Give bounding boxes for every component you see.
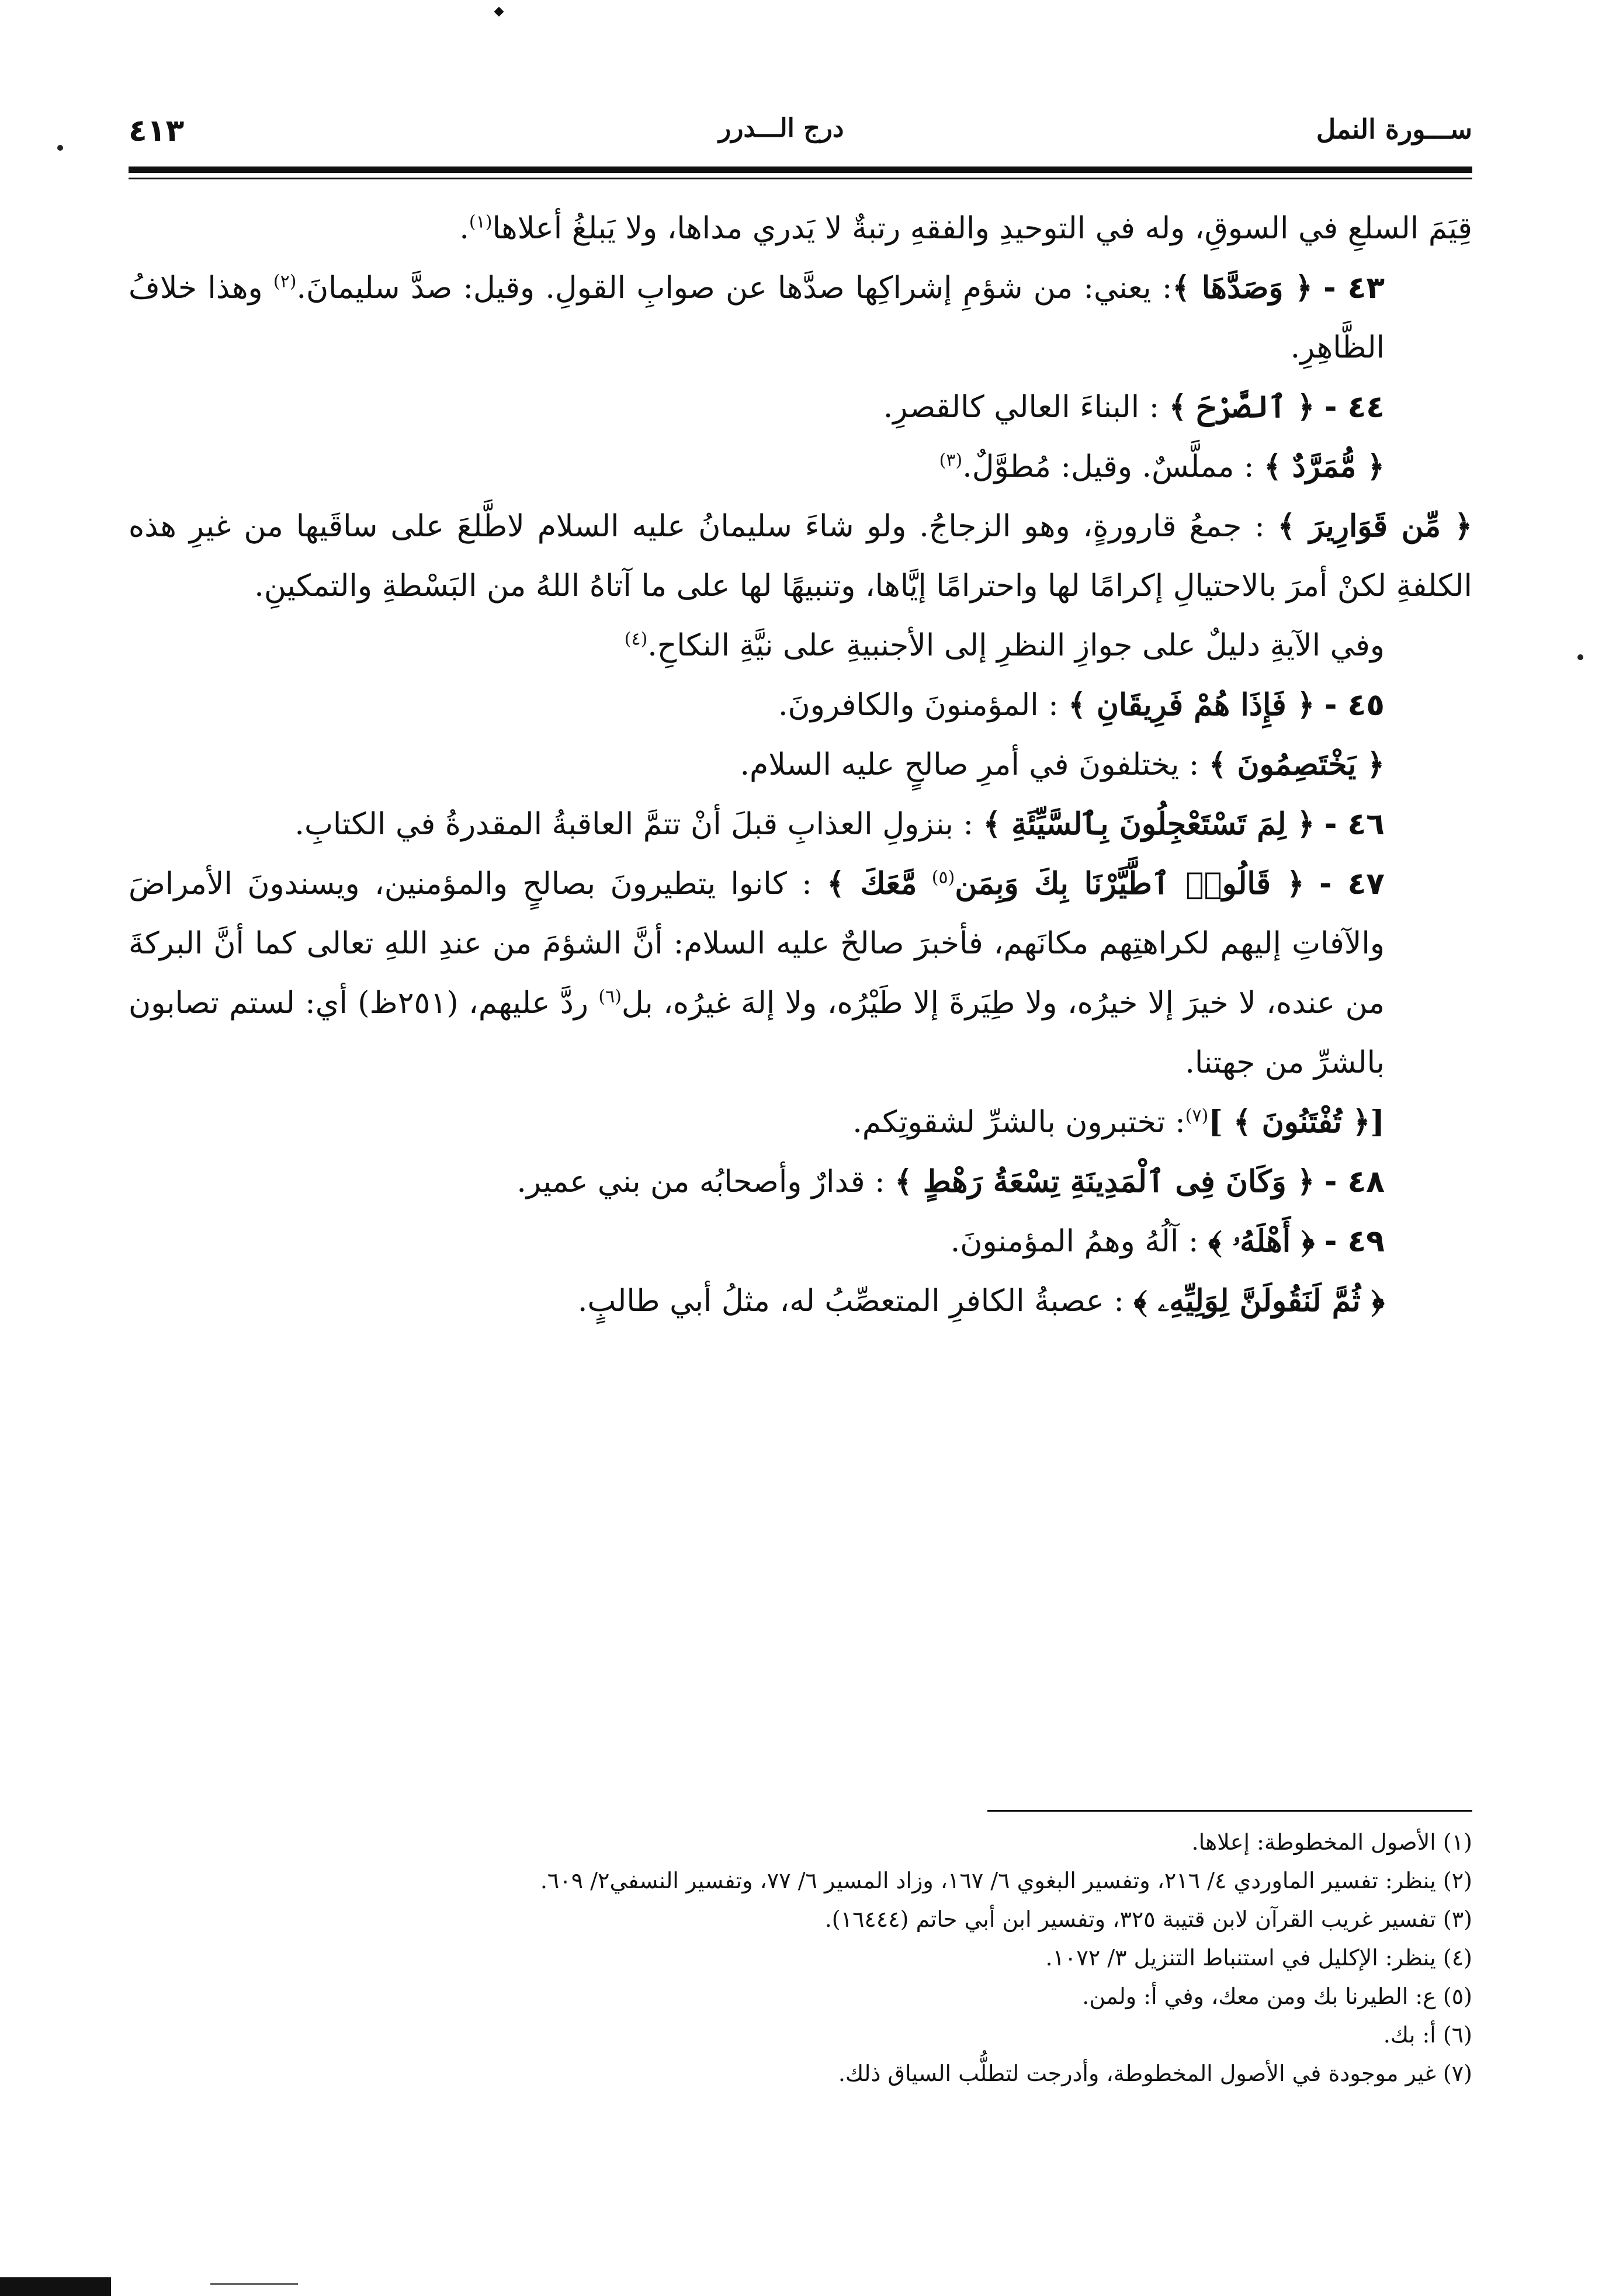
footnotes <box>129 1823 1472 2093</box>
footnote-separator <box>987 1810 1472 1812</box>
scan-mark <box>494 7 504 17</box>
quran-quote: ﴿ مِّن قَوَارِيرَ ﴾ <box>1277 508 1473 544</box>
paragraph-verse-47: ٤٧ - ﴿ قَالُوا۟ ٱطَّيَّرْنَا بِكَ وَبِمَن$^{(٥)}$ مَّعَكَ ﴾ : كانوا يتطيرونَ بصالحٍ والمؤمنين، ويسندونَ الأمراضَ والآفاتِ إليهم لكراهتِهم مكانَهم، فأخبرَ صالحٌ عليه السلام: أنَّ الشؤمَ من عندِ اللهِ تعالى كما أنَّ البركةَ من عنده، لا خيرَ إلا خيرُه، ولا طِيَرةَ إلا طَيْرُه، ولا إلهَ غيرُه، بل$^{(٦)}$ ردَّ عليهم، (٢٥١ظ) أي: لستم تصابون بالشرِّ من جهتنا. <box>129 866 1385 1080</box>
scan-edge-dash <box>210 2283 298 2285</box>
scan-dot <box>1577 654 1583 660</box>
footnote-ref: (٧) <box>1185 1105 1209 1126</box>
footnote: (٦) أ: بك. <box>1383 2022 1472 2048</box>
footnote-ref: (٢) <box>273 271 297 292</box>
quran-quote: ﴿ لِمَ تَسْتَعْجِلُونَ بِٱلسَّيِّئَةِ ﴾ <box>983 806 1315 842</box>
header-rule-thin <box>129 178 1472 179</box>
quran-quote: ﴿ مُّمَرَّدٌ ﴾ <box>1264 449 1385 484</box>
verse-number: ٤٩ - <box>1324 1224 1385 1259</box>
footnote-ref: (٥) <box>931 867 955 888</box>
footnote: (٤) ينظر: الإكليل في استنباط التنزيل ٣/ ١٠٧٢. <box>1045 1945 1472 1971</box>
paragraph-verse-49: ٤٩ - ﴿ أَهْلَهُۥ ﴾ : آلُهُ وهمُ المؤمنونَ. <box>950 1223 1385 1259</box>
quran-quote: مَّعَكَ ﴾ <box>827 866 917 901</box>
paragraph: قِيَمَ السلعِ في السوقِ، وله في التوحيدِ والفقهِ رتبةٌ لا يَدري مداها، ولا يَبلغُ أعلاها$^{(١)}$. <box>459 211 1472 246</box>
footnote: (١) الأصول المخطوطة: إعلاها. <box>1191 1829 1472 1855</box>
footnote: (٧) غير موجودة في الأصول المخطوطة، وأدرجت لتطلُّب السياق ذلك. <box>838 2061 1472 2086</box>
quran-quote: ﴿ ٱلصَّرْحَ ﴾ <box>1168 389 1315 425</box>
paragraph: [﴿ تُفْتَنُونَ ﴾ ]$^{(٧)}$: تختبرون بالشرِّ لشقوتِكم. <box>852 1104 1385 1140</box>
footnote-ref: (٦) <box>598 986 622 1007</box>
main-text <box>129 199 1472 1331</box>
paragraph: وفي الآيةِ دليلٌ على جوازِ النظرِ إلى الأجنبيةِ على نيَّةِ النكاحِ.$^{(٤)}$ <box>624 628 1385 663</box>
footnote: (٥) ع: الطيرنا بك ومن معك، وفي أ: ولمن. <box>1082 1983 1472 2009</box>
footnote: (٣) تفسير غريب القرآن لابن قتيبة ٣٢٥، وتفسير ابن أبي حاتم (١٦٤٤٤). <box>824 1906 1472 1932</box>
quran-quote: ﴿ قَالُوا۟ ٱطَّيَّرْنَا بِكَ وَبِمَن <box>955 866 1305 901</box>
quran-quote: ﴿ وَكَانَ فِى ٱلْمَدِينَةِ تِسْعَةُ رَهْطٍ ﴾ <box>894 1164 1315 1199</box>
paragraph: ﴿ مُّمَرَّدٌ ﴾ : مملَّسٌ. وقيل: مُطوَّلٌ.$^{(٣)}$ <box>939 449 1385 484</box>
footnote-ref: (٣) <box>939 450 963 471</box>
quran-quote: [﴿ تُفْتَنُونَ ﴾ ] <box>1208 1104 1385 1140</box>
paragraph-verse-44: ٤٤ - ﴿ ٱلصَّرْحَ ﴾ : البناءَ العالي كالقصرِ. <box>883 389 1385 425</box>
quran-quote: ﴿ يَخْتَصِمُونَ ﴾ <box>1208 747 1385 782</box>
footnote-ref: (١) <box>469 211 493 233</box>
verse-number: ٤٤ - <box>1324 390 1385 425</box>
quran-quote: ﴿ أَهْلَهُۥ ﴾ <box>1208 1223 1315 1259</box>
footnote: (٢) ينظر: تفسير الماوردي ٤/ ٢١٦، وتفسير البغوي ٦/ ١٦٧، وزاد المسير ٦/ ٧٧، وتفسير النسفي٢/ ٦٠٩. <box>540 1868 1472 1893</box>
verse-number: ٤٥ - <box>1324 688 1385 723</box>
paragraph-verse-45: ٤٥ - ﴿ فَإِذَا هُمْ فَرِيقَانِ ﴾ : المؤمنونَ والكافرونَ. <box>778 687 1385 723</box>
quran-quote: ﴿ فَإِذَا هُمْ فَرِيقَانِ ﴾ <box>1068 687 1315 723</box>
paragraph: ﴿ مِّن قَوَارِيرَ ﴾ : جمعُ قارورةٍ، وهو الزجاجُ. ولو شاءَ سليمانُ عليه السلام لاطَّلعَ على ساقَيها من غيرِ هذه الكلفةِ لكنْ أمرَ بالاحتيالِ إكرامًا لها واحترامًا إيَّاها، وتنبيهًا لها على ما آتاهُ اللهُ من البَسْطةِ والتمكينِ. <box>129 508 1473 604</box>
verse-number: ٤٨ - <box>1324 1164 1385 1199</box>
paragraph-verse-46: ٤٦ - ﴿ لِمَ تَسْتَعْجِلُونَ بِٱلسَّيِّئَةِ ﴾ : بنزولِ العذابِ قبلَ أنْ تتمَّ العاقبةُ المقدرةُ في الكتابِ. <box>294 806 1385 842</box>
paragraph: ﴿ ثُمَّ لَنَقُولَنَّ لِوَلِيِّهِۦ ﴾ : عصبةُ الكافرِ المتعصِّبُ له، مثلُ أبي طالبٍ. <box>577 1283 1385 1319</box>
surah-title: ســـورة النمل <box>1316 113 1472 145</box>
quran-quote: ﴿ ثُمَّ لَنَقُولَنَّ لِوَلِيِّهِۦ ﴾ <box>1133 1283 1385 1319</box>
paragraph: ﴿ يَخْتَصِمُونَ ﴾ : يختلفونَ في أمرِ صالحٍ عليه السلام. <box>740 747 1385 782</box>
scan-edge-block <box>0 2277 111 2296</box>
verse-number: ٤٧ - <box>1319 866 1385 901</box>
quran-quote: ﴿ وَصَدَّهَا ﴾ <box>1172 270 1313 306</box>
verse-number: ٤٦ - <box>1324 807 1385 842</box>
verse-number: ٤٣ - <box>1323 270 1385 306</box>
paragraph-verse-48: ٤٨ - ﴿ وَكَانَ فِى ٱلْمَدِينَةِ تِسْعَةُ رَهْطٍ ﴾ : قدارٌ وأصحابُه من بني عمير. <box>516 1164 1385 1199</box>
paragraph-verse-43: ٤٣ - ﴿ وَصَدَّهَا ﴾: يعني: من شؤمِ إشراكِها صدَّها عن صوابِ القولِ. وقيل: صدَّ سليمانَ.$^{(٢)}$ وهذا خلافُ الظَّاهِرِ. <box>129 270 1385 365</box>
header-rule <box>129 167 1472 173</box>
footnote-ref: (٤) <box>624 629 648 650</box>
book-title: درج الـــدرر <box>719 113 844 143</box>
scan-dot <box>57 145 63 151</box>
running-header <box>129 98 1472 157</box>
page-number: ٤١٣ <box>129 113 185 148</box>
